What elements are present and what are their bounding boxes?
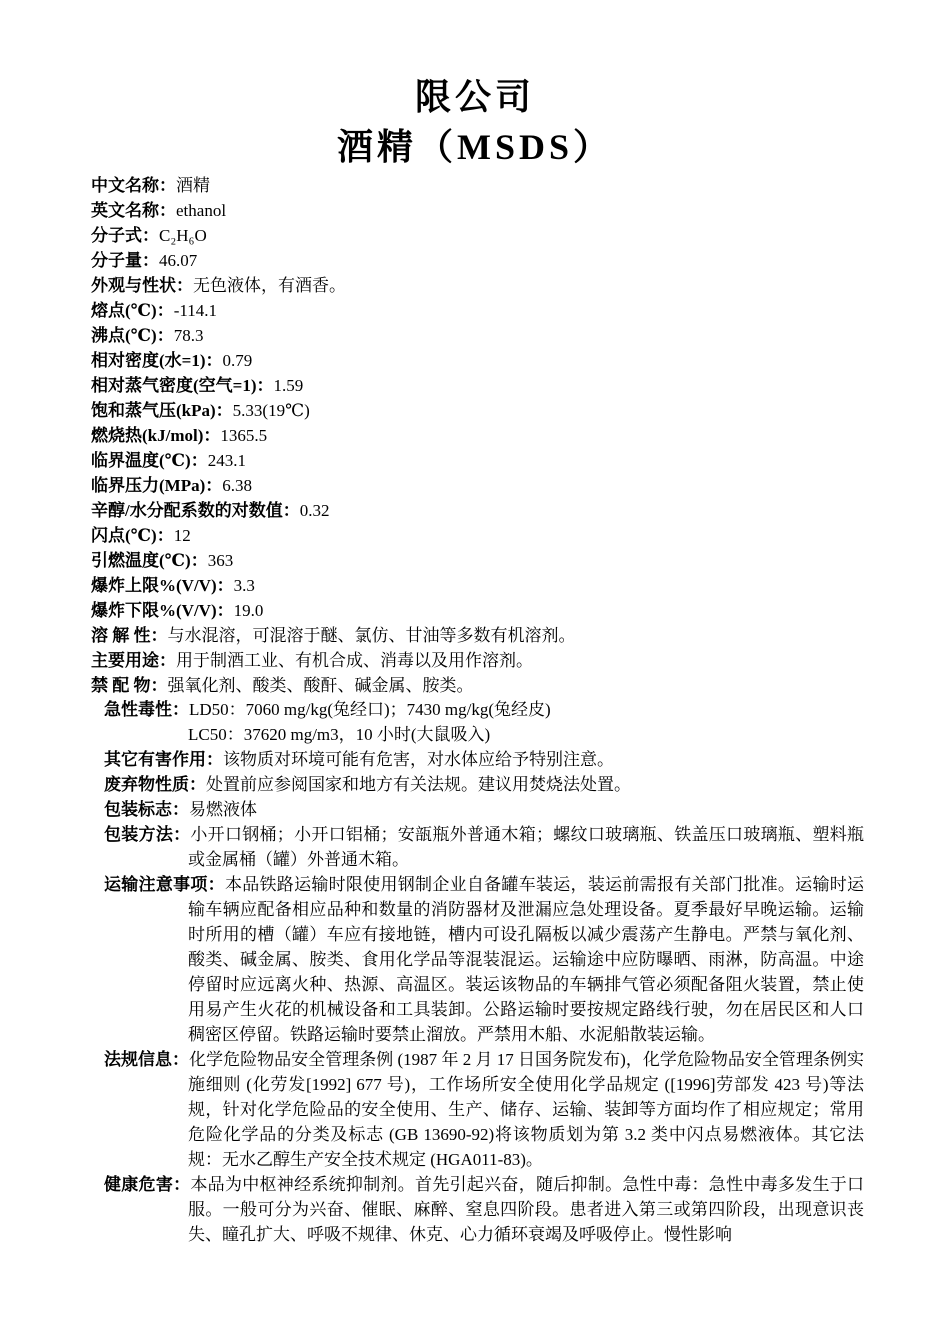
field-label: 临界压力(MPa)： [91,476,223,495]
field-row [91,498,871,523]
field-row [91,173,871,198]
toxicity-section [104,697,864,747]
field-row [91,348,871,373]
field-row [91,423,871,448]
field-label: 禁 配 物： [91,676,168,695]
field-label: 主要用途： [91,651,176,670]
field-value: 5.33(19℃) [232,401,310,420]
field-value: 1.59 [273,376,304,395]
transport-section [104,872,864,1047]
field-label: 分子量： [91,251,159,270]
field-row [91,398,871,423]
field-label: 英文名称： [91,201,176,220]
health-section [104,1172,864,1247]
other-harm-section [104,747,864,772]
field-label: 燃烧热(kJ/mol)： [91,426,221,445]
health-label: 健康危害： [104,1175,191,1194]
field-value: -114.1 [173,301,217,320]
field-row [91,373,871,398]
transport-text: 本品铁路运输时限使用钢制企业自备罐车装运，装运前需报有关部门批准。运输时运输车辆应配备相应品种和数量的消防器材及泄漏应急处理设备。夏季最好早晚运输。运输时所用的槽（罐）车应有接地链，槽内可设孔隔板以减少震荡产生静电。严禁与氧化剂、酸类、碱金属、胺类、食用化学品等混装混运。运输途中应防曝晒、雨淋，防高温。中途停留时应远离火种、热源、高温区。装运该物品的车辆排气管必须配备阻火装置，禁止使用易产生火花的机械设备和工具装卸。公路运输时要按规定路线行驶，勿在居民区和人口稠密区停留。铁路运输时要禁止溜放。严禁用木船、水泥船散装运输。 [188,875,865,1044]
pack-mark-text: 易燃液体 [189,800,257,819]
field-value: 0.32 [299,501,330,520]
field-row [91,323,871,348]
other-harm-label: 其它有害作用： [104,750,223,769]
toxicity-lc50: LC50：37620 mg/m3，10 小时(大鼠吸入) [188,725,491,744]
field-value: ethanol [176,201,227,220]
field-row [91,473,871,498]
pack-mark-label: 包装标志： [104,800,189,819]
field-label: 熔点(℃)： [91,301,174,320]
field-label: 溶 解 性： [91,626,168,645]
field-row [91,548,871,573]
field-row [91,298,871,323]
field-row [91,673,871,698]
field-label: 引燃温度(℃)： [91,551,208,570]
regulation-text: 化学危险物品安全管理条例 (1987 年 2 月 17 日国务院发布)，化学危险物品安全管理条例实施细则 (化劳发[1992] 677 号)，工作场所安全使用化学品规定 ([1996]劳部发 423 号)等法规，针对化学危险品的安全使用、生产、储存、运输、装卸等方面均作了相应规定；常用危险化学品的分类及标志 (GB 13690-92)将该物质划为第 3.2 类中闪点易燃液体。其它法规：无水乙醇生产安全技术规定 (HGA011-83)。 [188,1050,864,1169]
transport-label: 运输注意事项： [104,875,225,894]
pack-mark-section [104,797,864,822]
field-label: 爆炸上限%(V/V)： [91,576,234,595]
waste-section [104,772,864,797]
pack-method-section [104,822,864,872]
pack-method-label: 包装方法： [104,825,191,844]
field-value: 0.79 [222,351,253,370]
field-row [91,448,871,473]
field-label: 饱和蒸气压(kPa)： [91,401,233,420]
field-value: 19.0 [233,601,264,620]
pack-method-text: 小开口钢桶；小开口铝桶；安瓿瓶外普通木箱；螺纹口玻璃瓶、铁盖压口玻璃瓶、塑料瓶或金属桶（罐）外普通木箱。 [188,825,865,869]
field-value: 强氧化剂、酸类、酸酐、碱金属、胺类。 [167,676,474,695]
field-value: 与水混溶，可混溶于醚、氯仿、甘油等多数有机溶剂。 [167,626,576,645]
field-label: 相对蒸气密度(空气=1)： [91,376,274,395]
field-label: 闪点(℃)： [91,526,174,545]
field-label: 临界温度(℃)： [91,451,208,470]
field-row [91,598,871,623]
other-harm-text: 该物质对环境可能有危害，对水体应给予特别注意。 [223,750,614,769]
field-label: 爆炸下限%(V/V)： [91,601,234,620]
regulation-label: 法规信息： [104,1050,190,1069]
field-row [91,198,871,223]
field-label: 外观与性状： [91,276,193,295]
field-row [91,573,871,598]
field-row [91,648,871,673]
field-value: 用于制酒工业、有机合成、消毒以及用作溶剂。 [176,651,533,670]
field-value: C₂H₆O [159,226,207,245]
toxicity-ld50: LD50：7060 mg/kg(兔经口)；7430 mg/kg(兔经皮) [189,700,551,719]
field-label: 分子式： [91,226,159,245]
field-label: 相对密度(水=1)： [91,351,223,370]
field-row [91,273,871,298]
field-value: 无色液体，有酒香。 [193,276,346,295]
field-value: 6.38 [222,476,253,495]
health-text: 本品为中枢神经系统抑制剂。首先引起兴奋，随后抑制。急性中毒：急性中毒多发生于口服。一般可分为兴奋、催眠、麻醉、窒息四阶段。患者进入第三或第四阶段，出现意识丧失、瞳孔扩大、呼吸不规律、休克、心力循环衰竭及呼吸停止。慢性影响 [188,1175,865,1244]
field-value: 酒精 [176,176,210,195]
property-list [91,173,871,698]
waste-label: 废弃物性质： [104,775,206,794]
document-title: 酒精（MSDS） [336,127,614,167]
field-value: 1365.5 [220,426,268,445]
field-label: 辛醇/水分配系数的对数值： [91,501,300,520]
toxicity-label: 急性毒性： [104,700,189,719]
field-row [91,523,871,548]
field-value: 243.1 [207,451,246,470]
field-value: 3.3 [233,576,255,595]
field-value: 363 [207,551,234,570]
field-value: 78.3 [173,326,204,345]
field-label: 沸点(℃)： [91,326,174,345]
safety-sections [104,697,864,1247]
field-label: 中文名称： [91,176,176,195]
regulation-section [104,1047,864,1172]
field-row [91,623,871,648]
field-value: 46.07 [159,251,198,270]
field-row [91,223,871,248]
field-row [91,248,871,273]
waste-text: 处置前应参阅国家和地方有关法规。建议用焚烧法处置。 [206,775,631,794]
field-value: 12 [173,526,191,545]
company-title: 限公司 [414,77,535,117]
